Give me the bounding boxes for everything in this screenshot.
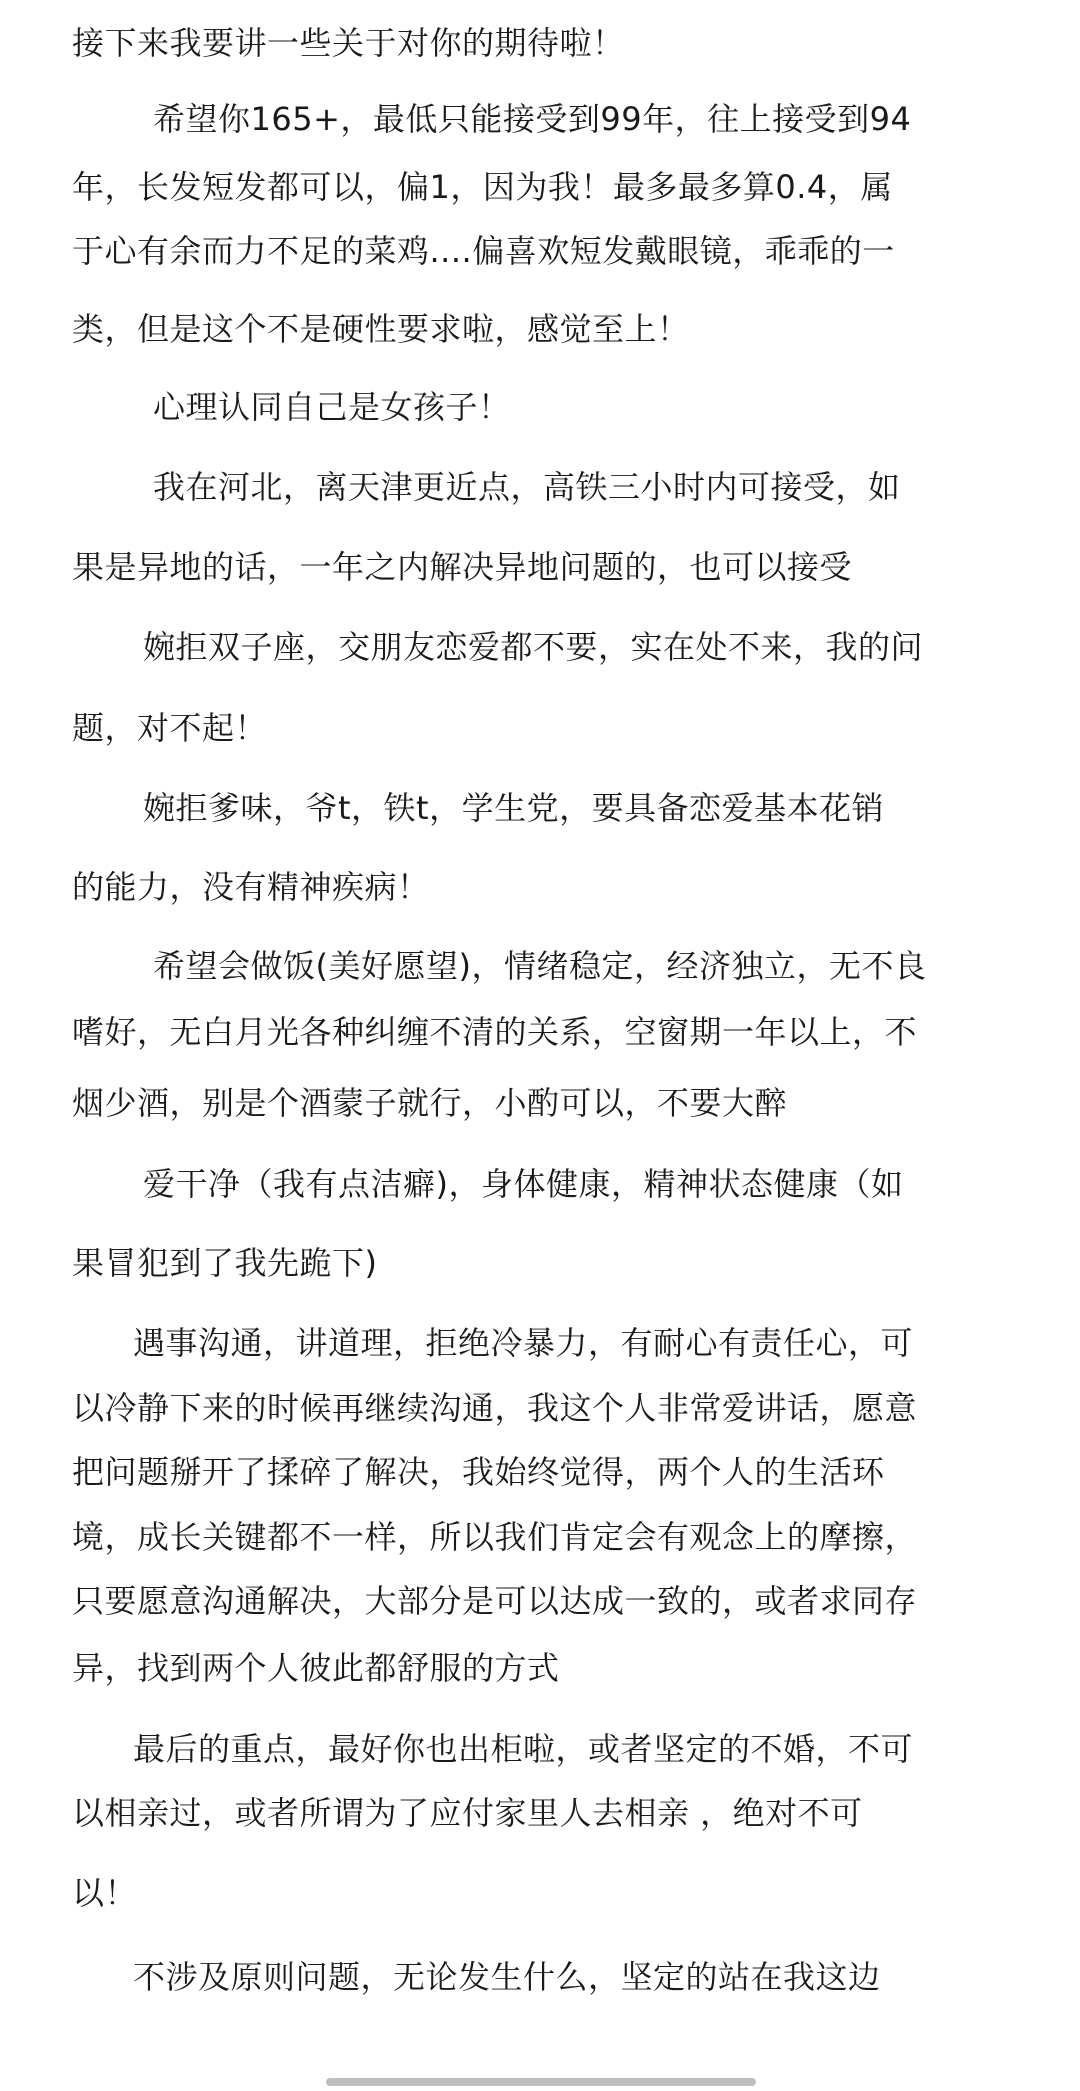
text-line: 我在河北，离天津更近点，高铁三小时内可接受，如 (153, 468, 901, 506)
text-line: 不涉及原则问题，无论发生什么，坚定的站在我这边 (133, 1958, 881, 1996)
text-line: 于心有余而力不足的菜鸡....偏喜欢短发戴眼镜，乖乖的一 (72, 232, 895, 270)
text-line: 果是异地的话，一年之内解决异地问题的，也可以接受 (72, 548, 853, 586)
text-line: 烟少酒，别是个酒蒙子就行，小酌可以，不要大醉 (72, 1084, 788, 1122)
text-line: 境，成长关键都不一样，所以我们肯定会有观念上的摩擦， (72, 1518, 918, 1556)
text-line: 以相亲过，或者所谓为了应付家里人去相亲 ，绝对不可 (72, 1794, 863, 1832)
text-line: 的能力，没有精神疾病！ (72, 868, 430, 906)
text-line: 遇事沟通，讲道理，拒绝冷暴力，有耐心有责任心，可 (133, 1324, 914, 1362)
home-indicator-bar[interactable] (326, 2078, 756, 2086)
text-line: 果冒犯到了我先跪下) (72, 1244, 378, 1282)
text-line: 以！ (72, 1874, 138, 1912)
text-line: 题，对不起！ (72, 709, 268, 747)
text-line: 希望会做饭(美好愿望)，情绪稳定，经济独立，无不良 (153, 947, 927, 985)
text-line: 异，找到两个人彼此都舒服的方式 (72, 1649, 560, 1687)
text-line: 希望你165+，最低只能接受到99年，往上接受到94 (153, 100, 912, 138)
text-line: 嗜好，无白月光各种纠缠不清的关系，空窗期一年以上，不 (72, 1013, 918, 1051)
text-line: 婉拒爹味，爷t，铁t，学生党，要具备恋爱基本花销 (143, 789, 885, 827)
text-line: 最后的重点，最好你也出柜啦，或者坚定的不婚，不可 (133, 1730, 914, 1768)
text-line: 只要愿意沟通解决，大部分是可以达成一致的，或者求同存 (72, 1582, 918, 1620)
text-line: 接下来我要讲一些关于对你的期待啦！ (72, 24, 625, 62)
text-line: 以冷静下来的时候再继续沟通，我这个人非常爱讲话，愿意 (72, 1389, 918, 1427)
text-line: 心理认同自己是女孩子！ (153, 388, 511, 426)
text-line: 类，但是这个不是硬性要求啦，感觉至上！ (72, 310, 690, 348)
text-line: 婉拒双子座，交朋友恋爱都不要，实在处不来，我的问 (143, 628, 924, 666)
text-line: 把问题掰开了揉碎了解决，我始终觉得，两个人的生活环 (72, 1453, 885, 1491)
text-line: 年，长发短发都可以，偏1，因为我！最多最多算0.4，属 (72, 168, 893, 206)
text-line: 爱干净（我有点洁癖)，身体健康，精神状态健康（如 (143, 1165, 904, 1203)
